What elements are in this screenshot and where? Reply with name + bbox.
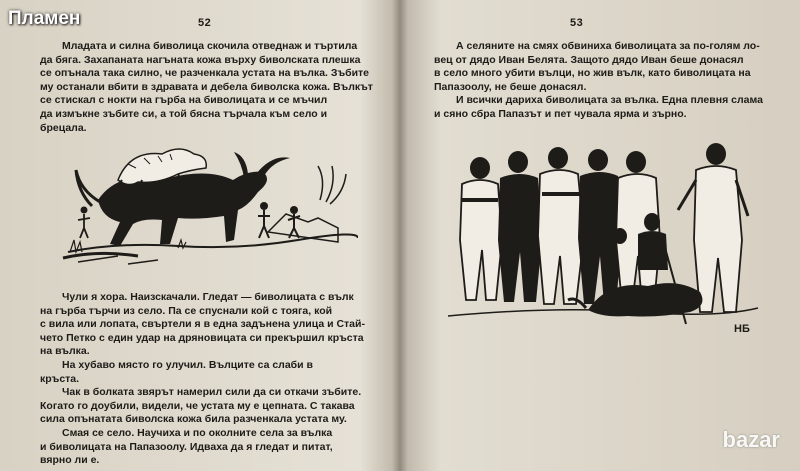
text-line: и биволицата на Папазоолу. Идваха да я гледат и питат, <box>40 440 333 453</box>
text-line: на вълка. <box>40 345 90 358</box>
text-line: да бяга. Захапаната нагъната кожа върху биволската плешка <box>40 53 361 66</box>
left-page <box>0 0 398 471</box>
text-line: с вила или лопата, свъртели я в една задънена улица и Стай- <box>40 318 365 331</box>
illustrator-signature: НБ <box>734 323 750 335</box>
text-line: На хубаво място го улучил. Вълците са слаби в <box>62 358 313 371</box>
left-top-paragraph <box>40 40 380 135</box>
site-watermark-logo: bazar <box>722 427 780 452</box>
seller-watermark: Пламен <box>8 8 81 29</box>
text-line: вярно ли е. <box>40 454 100 467</box>
right-page-number: 53 <box>570 17 584 29</box>
text-line: И всички дариха биволицата за вълка. Една плевня слама <box>456 94 763 107</box>
left-bottom-paragraphs <box>40 291 380 468</box>
text-line: Чак в болката звярът намерил сили да си откачи зъбите. <box>62 386 362 399</box>
text-line: Смая се село. Научиха и по околните села за вълка <box>62 426 333 439</box>
text-line: и сяно сбра Папазът и пет чувала ярма и зърно. <box>434 107 687 120</box>
text-line: в село много убити вълци, но жив вълк, като биволицата на <box>434 67 751 80</box>
text-line: Когато го доубили, видели, че устата му е цепната. С такава <box>40 399 355 412</box>
text-line: Младата и силна биволица скочила отведнаж и търтила <box>62 40 358 52</box>
text-line: се опънала така силно, че разченкала устата на вълка. Зъбите <box>40 67 370 80</box>
right-page <box>402 0 800 471</box>
text-line: сила опънатата биволска кожа била разченкала устата му. <box>40 413 347 426</box>
text-line: му останали вбити в здравата и дебела биволска кожа. Вълкът <box>40 80 373 93</box>
right-top-paragraphs <box>434 40 784 122</box>
text-line: брецала. <box>40 121 87 134</box>
text-line: А селяните на смях обвиниха биволицата за по-голям ло- <box>456 40 760 52</box>
left-page-number: 52 <box>198 17 212 29</box>
text-line: кръста. <box>40 372 80 385</box>
text-line: се стискал с нокти на гърба на биволицата и се мъчил <box>40 94 328 107</box>
text-line: Чули я хора. Наизскачали. Гледат — биволицата с вълк <box>62 291 354 303</box>
buffalo-wolf-illustration <box>58 140 358 270</box>
villagers-illustration <box>438 140 768 340</box>
text-line: чето Петко с един удар на дряновицата си прекършил кръста <box>40 331 364 344</box>
text-line: вец от дядо Иван Белята. Защото дядо Иван беше донасял <box>434 53 744 66</box>
text-line: Папазоолу, не беше донасял. <box>434 80 587 93</box>
text-line: на гърба търчи из село. Па се спуснали кой с тояга, кой <box>40 304 333 317</box>
text-line: да измъкне зъбите си, а той бясна търчала към село и <box>40 107 328 120</box>
